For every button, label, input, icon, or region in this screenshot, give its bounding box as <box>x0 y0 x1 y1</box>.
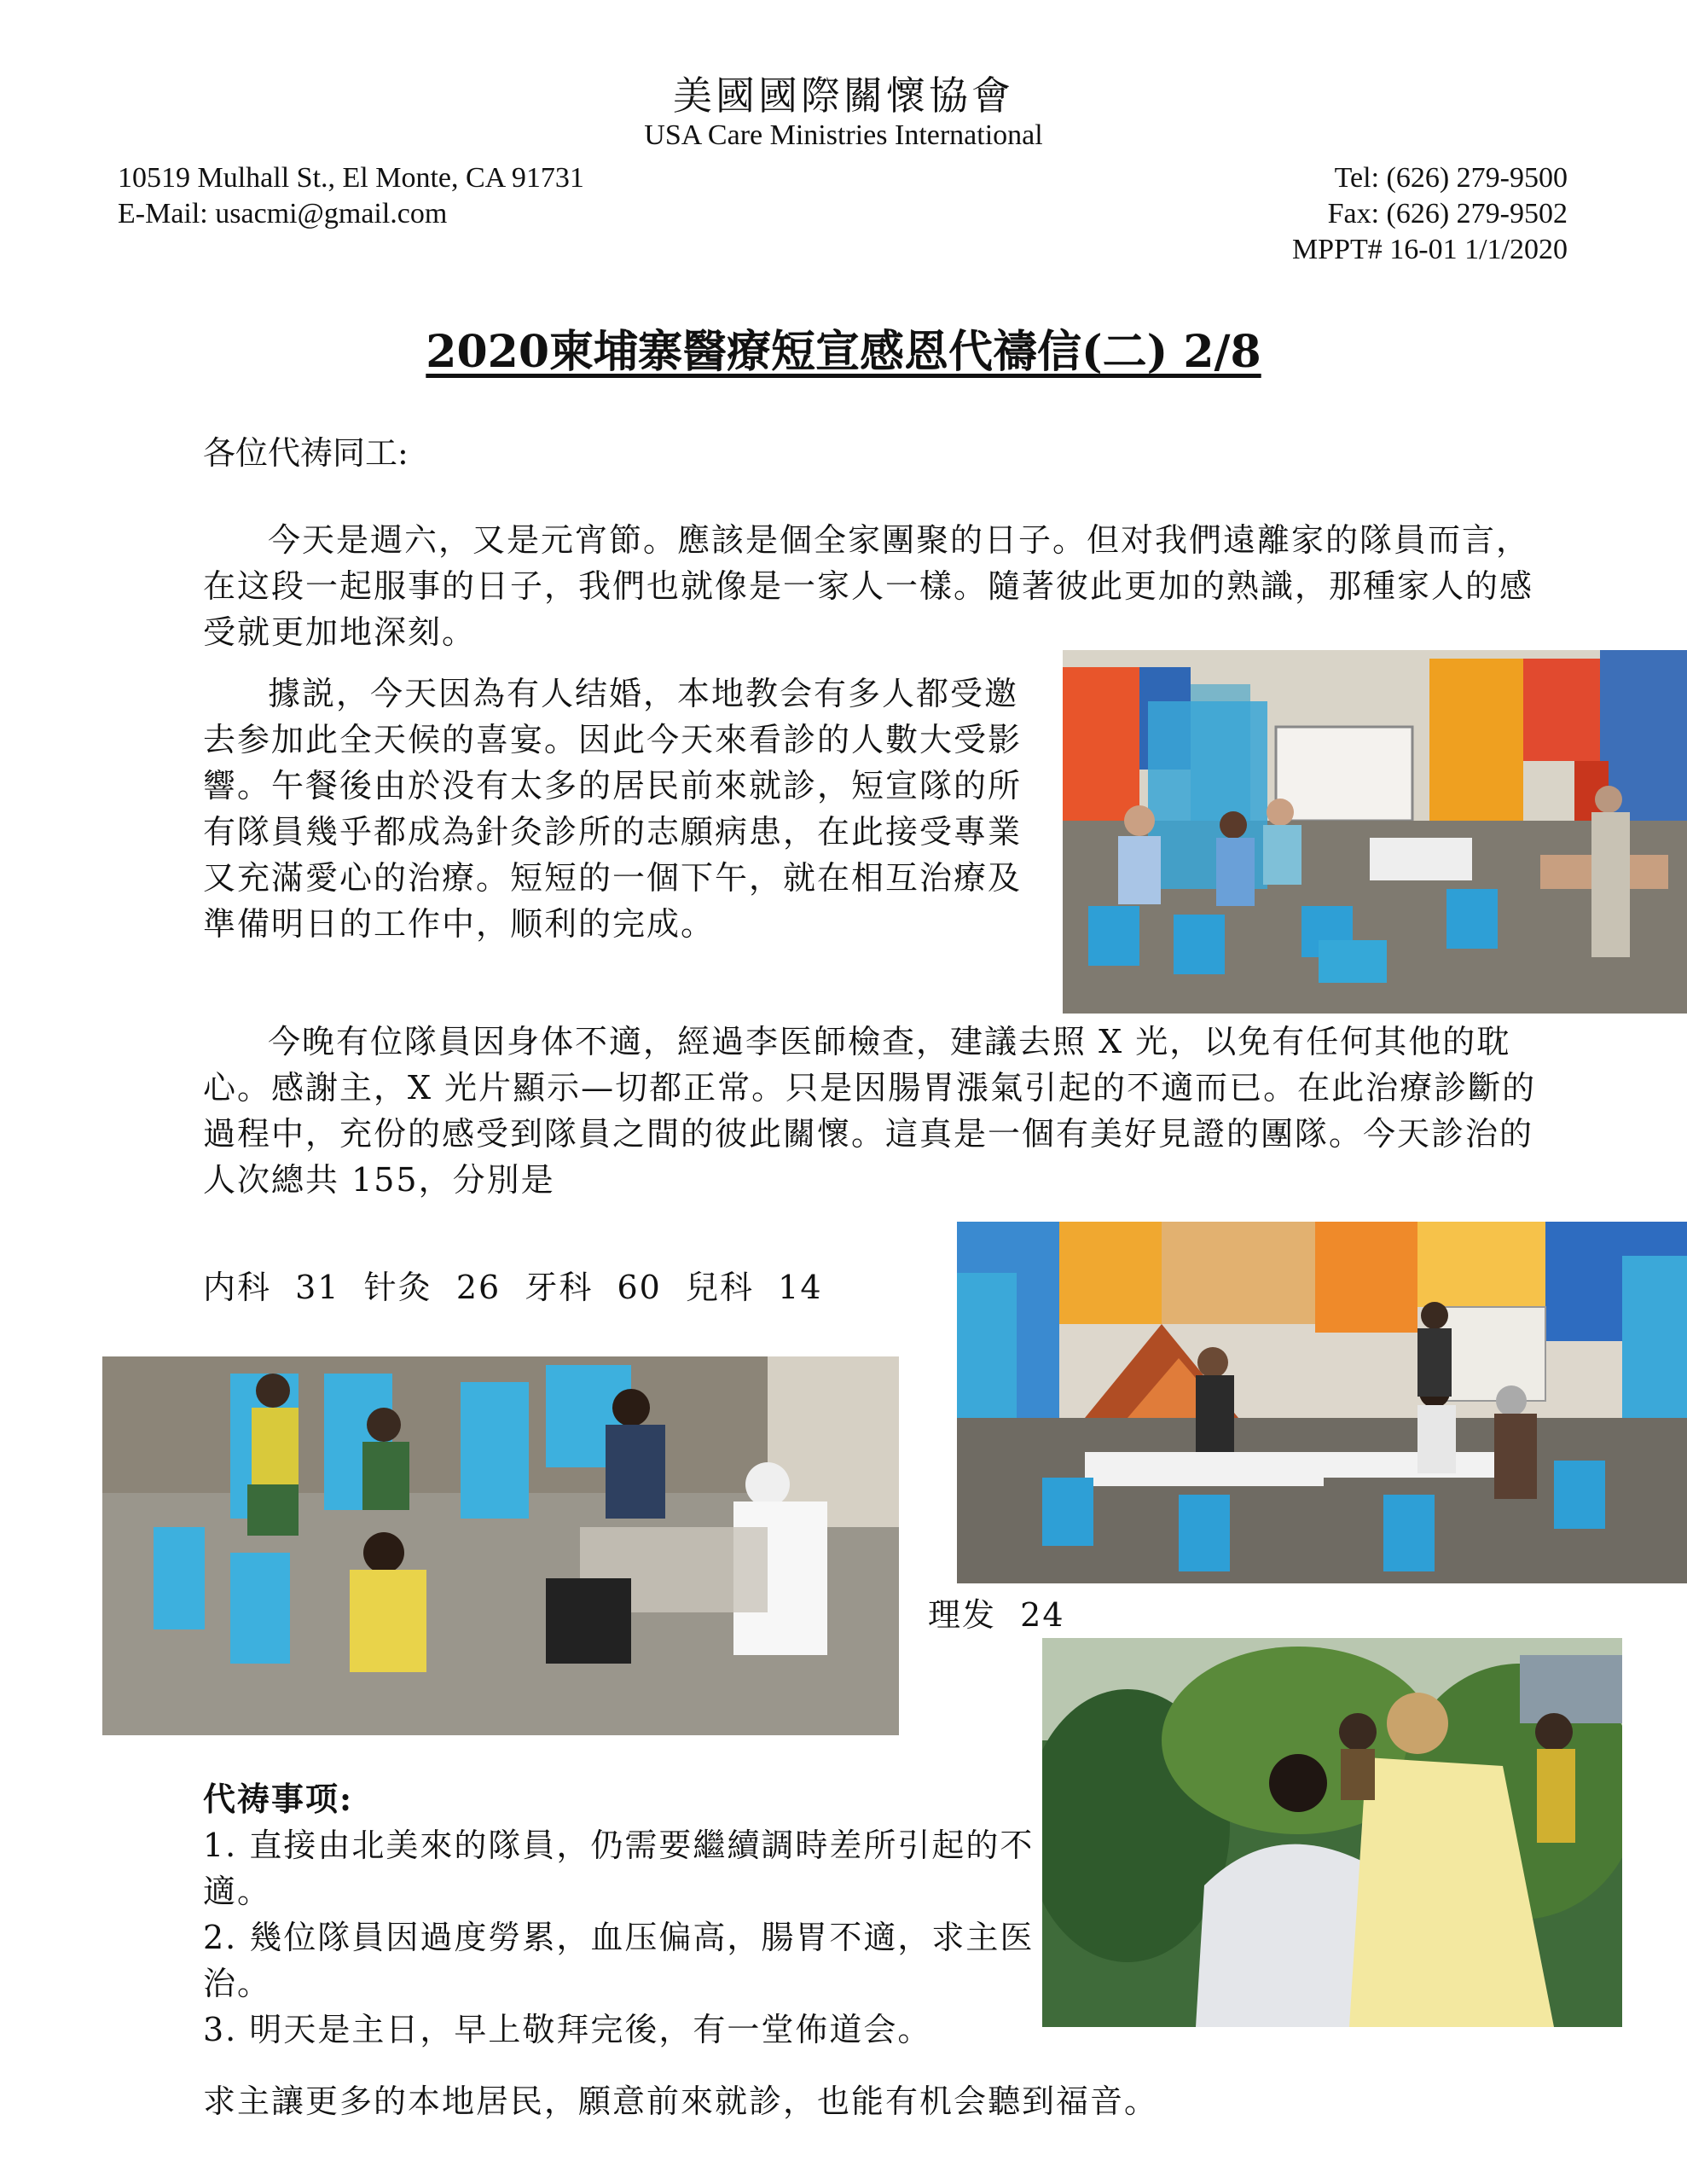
org-chinese-name: 美國國際關懷協會 <box>673 73 1014 119</box>
org-english-name: USA Care Ministries International <box>644 119 1043 151</box>
letter-title: 2020柬埔寨醫療短宣感恩代禱信(二) 2/8 <box>426 326 1261 378</box>
contact-left <box>118 160 584 232</box>
paragraph-2: 據説，今天因為有人结婚，本地教会有多人都受邀去参加此全天候的喜宴。因此今天來看診的人數大受影響。午餐後由於没有太多的居民前來就診，短宣隊的所有隊員幾乎都成為針灸診所的志願病患，在此接受專業又充滿愛心的治療。短短的一個下午，就在相互治療及準備明日的工作中，顺利的完成。 <box>203 675 1023 943</box>
haircut-count: 理发 24 <box>928 1596 1065 1634</box>
email: E-Mail: usacmi@gmail.com <box>118 198 448 229</box>
prayer-item-1: 1. 直接由北美來的隊員，仍需要繼續調時差所引起的不適。 <box>203 1827 1035 1910</box>
patient-counts: 内科 31 针灸 26 牙科 60 兒科 14 <box>203 1269 823 1306</box>
fax: Fax: (626) 279-9502 <box>1327 198 1568 229</box>
contact-right <box>1292 160 1568 268</box>
paragraph-1: 今天是週六，又是元宵節。應該是個全家團聚的日子。但对我們遠離家的隊員而言，在这段一起服事的日子，我們也就像是一家人一樣。隨著彼此更加的熟識，那種家人的感受就更加地深刻。 <box>203 521 1534 651</box>
greeting: 各位代祷同工: <box>203 434 409 472</box>
photo-pediatric-consult <box>102 1356 899 1735</box>
mppt-number: MPPT# 16-01 1/1/2020 <box>1291 234 1568 265</box>
address: 10519 Mulhall St., El Monte, CA 91731 <box>118 162 584 194</box>
paragraph-3: 今晚有位隊員因身体不適，經過李医師檢查，建議去照 X 光，以免有任何其他的耽心。感謝主，X 光片顯示—切都正常。只是因腸胃漲氣引起的不適而已。在此治療診斷的過程中，充份的感受到隊員之間的彼此關懷。這真是一個有美好見證的團隊。今天診治的人次總共 155，分別是 <box>203 1023 1537 1199</box>
telephone: Tel: (626) 279-9500 <box>1334 162 1568 194</box>
prayer-requests <box>203 1776 1056 2053</box>
photo-acupuncture-clinic <box>1063 650 1687 1014</box>
prayer-item-2: 2. 幾位隊員因過度勞累，血压偏高，腸胃不適，求主医治。 <box>203 1919 1035 2002</box>
prayer-item-3: 3. 明天是主日，早上敬拜完後，有一堂佈道会。 <box>203 2011 932 2048</box>
photo-clinic-hall <box>957 1222 1687 1583</box>
prayer-heading: 代祷事项: <box>203 1780 354 1818</box>
prayer-closing: 求主讓更多的本地居民，願意前來就診，也能有机会聽到福音。 <box>203 2082 1159 2120</box>
photo-haircut <box>1042 1638 1622 2027</box>
